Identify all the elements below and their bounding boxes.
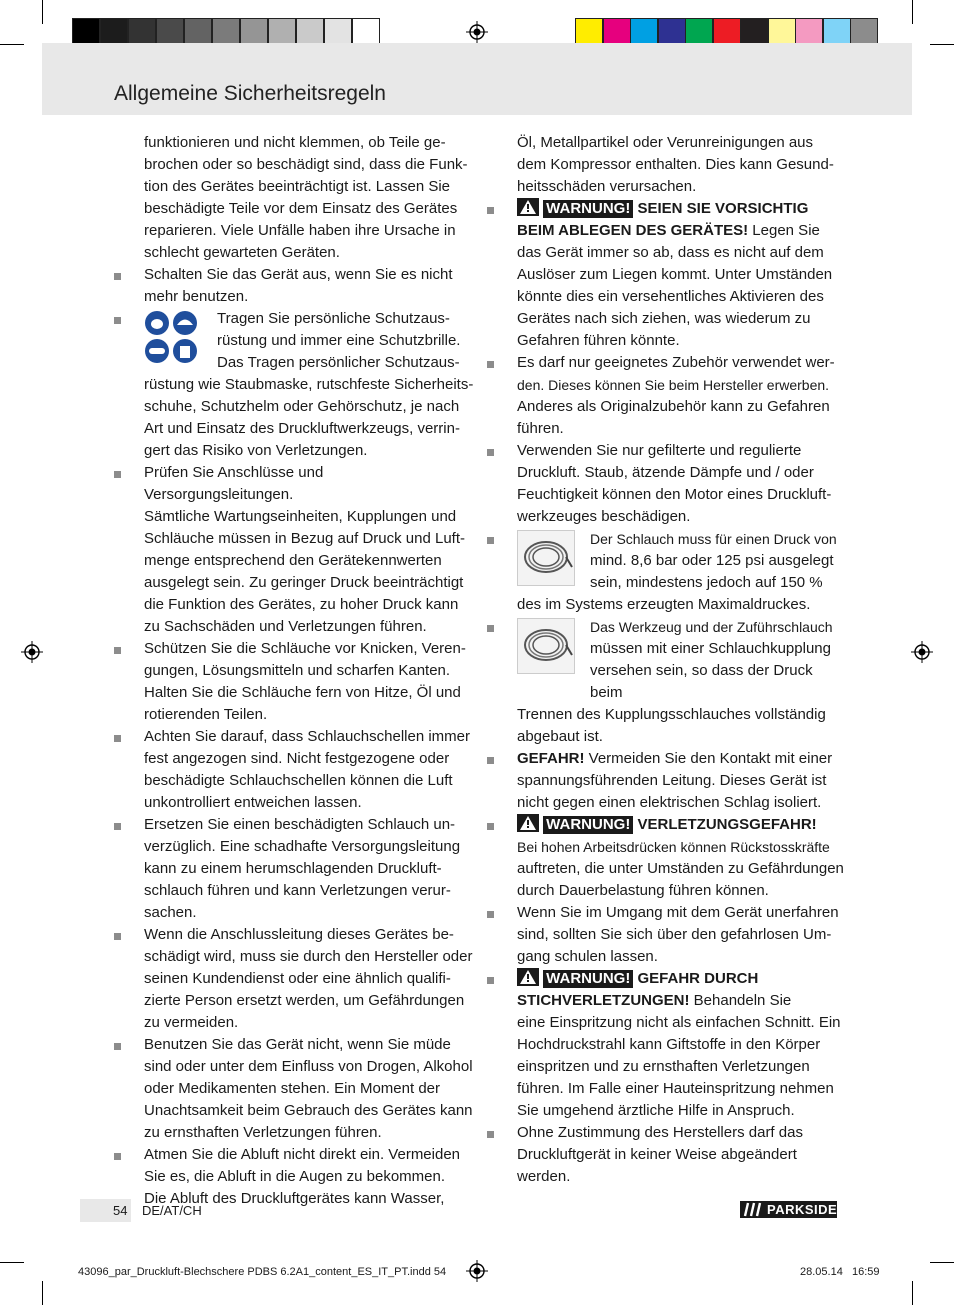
logo-stripes-icon xyxy=(742,1201,768,1218)
registration-mark-icon xyxy=(911,641,933,663)
bullet-icon xyxy=(114,1043,121,1050)
bullet-icon xyxy=(114,933,121,940)
bullet-icon xyxy=(487,1131,494,1138)
warning-triangle-icon xyxy=(517,968,539,986)
gray-swatch xyxy=(352,18,380,46)
gray-swatch xyxy=(268,18,296,46)
gray-swatch xyxy=(72,18,100,46)
bullet-icon xyxy=(114,471,121,478)
warning-item: WARNUNG! SEIEN SIE VORSICHTIG BEIM ABLEGEN DES GERÄTES! Legen Sie das Gerät immer so ab, dass es nicht auf dem Auslöser zum Liegen kommt. Unter Umständen könnte dies ein versehentliches Aktivieren des Gerätes nach sich ziehen, was wiederum zu Gefahren führen könnte. xyxy=(487,198,847,352)
gray-swatch xyxy=(184,18,212,46)
list-item: Achten Sie darauf, dass Schlauchschellen immer fest angezogen sind. Nicht festgezogene oder beschädigte Schlauchschellen können die Luft unkontrolliert entweichen lassen. xyxy=(114,726,474,814)
list-item: Wenn die Anschlussleitung dieses Gerätes be- schädigt wird, muss sie durch den Hersteller oder seinen Kundendienst oder eine ähnlich qualifi- zierte Person ersetzt werden, um Gefährdungen zu vermeiden. xyxy=(114,924,474,1034)
warning-label: WARNUNG! xyxy=(543,816,633,834)
continuation-text: Öl, Metallpartikel oder Verunreinigungen aus dem Kompressor enthalten. Dies kann Gesund- heitsschäden verursachen. xyxy=(517,134,834,195)
bullet-icon xyxy=(487,537,494,544)
dust-mask-icon xyxy=(144,310,200,366)
process-color-swatch xyxy=(768,18,796,46)
list-item: Schalten Sie das Gerät aus, wenn Sie es nicht mehr benutzen. xyxy=(114,264,474,308)
hose-icon xyxy=(517,618,575,674)
bullet-icon xyxy=(114,735,121,742)
registration-mark-icon xyxy=(466,1260,488,1282)
region-label: DE/AT/CH xyxy=(142,1203,202,1218)
list-item: Das Werkzeug und der Zuführschlauch müssen mit einer Schlauchkupplung versehen sein, so dass der Druck beim Trennen des Kupplungsschlauches vollständig abgebaut ist. xyxy=(487,616,847,748)
list-item: Ersetzen Sie einen beschädigten Schlauch un- verzüglich. Eine schadhafte Versorgungsleitung kann zu einem herumschlagenden Druckluft- schlauch führen und kann Verletzungen verur- sachen. xyxy=(114,814,474,924)
process-color-swatch xyxy=(603,18,631,46)
gray-swatch xyxy=(100,18,128,46)
danger-item: GEFAHR! Vermeiden Sie den Kontakt mit einer spannungsführenden Leitung. Dieses Gerät ist nicht gegen einen elektrischen Schlag isoliert. xyxy=(487,748,847,814)
process-color-swatch xyxy=(630,18,658,46)
list-item: Tragen Sie persönliche Schutzaus- rüstung und immer eine Schutzbrille. Das Tragen persönlicher Schutzaus- rüstung wie Staubmaske, rutschfeste Sicherheits- schuhe, Schutzhelm oder Gehörschutz, je nach Art und Einsatz des Druckluftwerkzeugs, verrin- gert das Risiko von Verletzungen. xyxy=(114,308,474,462)
bullet-icon xyxy=(487,823,494,830)
bullet-icon xyxy=(487,625,494,632)
warning-triangle-icon xyxy=(517,814,539,832)
process-color-swatch xyxy=(823,18,851,46)
list-item: Benutzen Sie das Gerät nicht, wenn Sie müde sind oder unter dem Einfluss von Drogen, Alkohol oder Medikamenten stehen. Ein Moment der Unachtsamkeit beim Gebrauch des Gerätes kann zu ernsthaften Verletzungen führen. xyxy=(114,1034,474,1144)
continuation-text: funktionieren und nicht klemmen, ob Teile ge- brochen oder so beschädigt sind, dass die Funk- tion des Gerätes beeinträchtigt ist. Lassen Sie beschädigte Teile vor dem Einsatz des Gerätes reparieren. Viele Unfälle haben ihre Ursache in schlecht gewarteten Geräten. xyxy=(144,134,468,261)
process-color-swatch xyxy=(740,18,768,46)
gray-swatch xyxy=(240,18,268,46)
process-color-swatch xyxy=(658,18,686,46)
safety-icons xyxy=(144,310,200,366)
page-number: 54 xyxy=(113,1203,128,1218)
bullet-icon xyxy=(114,823,121,830)
bullet-icon xyxy=(114,317,121,324)
process-color-swatch xyxy=(795,18,823,46)
parkside-logo: PARKSIDE xyxy=(740,1201,837,1218)
registration-mark-icon xyxy=(21,641,43,663)
bullet-icon xyxy=(487,977,494,984)
bullet-icon xyxy=(487,911,494,918)
bullet-icon xyxy=(487,361,494,368)
page-title: Allgemeine Sicherheitsregeln xyxy=(114,82,386,105)
bullet-icon xyxy=(114,647,121,654)
registration-mark-icon xyxy=(466,21,488,43)
list-item: Der Schlauch muss für einen Druck von mind. 8,6 bar oder 125 psi ausgelegt sein, mindestens jedoch auf 150 % des im Systems erzeugten Maximaldruckes. xyxy=(487,528,847,616)
list-item: Verwenden Sie nur gefilterte und regulierte Druckluft. Staub, ätzende Dämpfe und / oder Feuchtigkeit können den Motor eines Druckluft- werkzeuges beschädigen. xyxy=(487,440,847,528)
gray-swatch xyxy=(212,18,240,46)
bullet-icon xyxy=(114,273,121,280)
gray-swatch xyxy=(156,18,184,46)
process-color-swatch xyxy=(850,18,878,46)
print-time: 16:59 xyxy=(852,1266,880,1278)
print-date: 28.05.14 xyxy=(800,1266,843,1278)
bullet-icon xyxy=(487,757,494,764)
warning-item: WARNUNG! GEFAHR DURCH STICHVERLETZUNGEN! Behandeln Sie eine Einspritzung nicht als einfachen Schnitt. Ein Hochdruckstrahl kann Giftstoffe in den Körper einspritzen und zu ernsthaften Verletzungen führen. Im Falle einer Hauteinspritzung nehmen Sie umgehend ärztliche Hilfe in Anspruch. xyxy=(487,968,847,1122)
list-item: Ohne Zustimmung des Herstellers darf das Druckluftgerät in keiner Weise abgeändert werden. xyxy=(487,1122,847,1188)
process-color-swatch xyxy=(575,18,603,46)
process-color-swatch xyxy=(685,18,713,46)
list-item: Wenn Sie im Umgang mit dem Gerät unerfahren sind, sollten Sie sich über den gefahrlosen Um- gang schulen lassen. xyxy=(487,902,847,968)
warning-triangle-icon xyxy=(517,198,539,216)
list-item: Schützen Sie die Schläuche vor Knicken, Veren- gungen, Lösungsmitteln und scharfen Kanten. Halten Sie die Schläuche fern von Hitze, Öl und rotierenden Teilen. xyxy=(114,638,474,726)
list-item: Prüfen Sie Anschlüsse und Versorgungsleitungen. Sämtliche Wartungseinheiten, Kupplungen und Schläuche müssen in Bezug auf Druck und Luft- menge entsprechend den Gerätekennwerten ausgelegt sein. Zu geringer Druck beeinträchtigt die Funktion des Gerätes, zu hoher Druck kann zu Sachschäden und Verletzungen führen. xyxy=(114,462,474,638)
list-item: Es darf nur geeignetes Zubehör verwendet wer- den. Dieses können Sie beim Hersteller erwerben. Anderes als Originalzubehör kann zu Gefahren führen. xyxy=(487,352,847,440)
gray-swatch xyxy=(296,18,324,46)
bullet-icon xyxy=(487,449,494,456)
warning-label: WARNUNG! xyxy=(543,200,633,218)
bullet-icon xyxy=(114,1153,121,1160)
gray-swatch xyxy=(128,18,156,46)
gray-swatch xyxy=(324,18,352,46)
left-column xyxy=(114,132,474,1210)
file-slug: 43096_par_Druckluft-Blechschere PDBS 6.2A1_content_ES_IT_PT.indd 54 xyxy=(78,1266,447,1278)
bullet-icon xyxy=(487,207,494,214)
hose-icon xyxy=(517,530,575,586)
right-column xyxy=(487,132,847,1188)
warning-item: WARNUNG! VERLETZUNGSGEFAHR! Bei hohen Arbeitsdrücken können Rückstosskräfte auftreten, die unter Umständen zu Gefährdungen durch Dauerbelastung führen können. xyxy=(487,814,847,902)
list-item: Atmen Sie die Abluft nicht direkt ein. Vermeiden Sie es, die Abluft in die Augen zu bekommen. Die Abluft des Druckluftgerätes kann Wasser, xyxy=(114,1144,474,1210)
warning-label: WARNUNG! xyxy=(543,970,633,988)
process-color-swatch xyxy=(713,18,741,46)
